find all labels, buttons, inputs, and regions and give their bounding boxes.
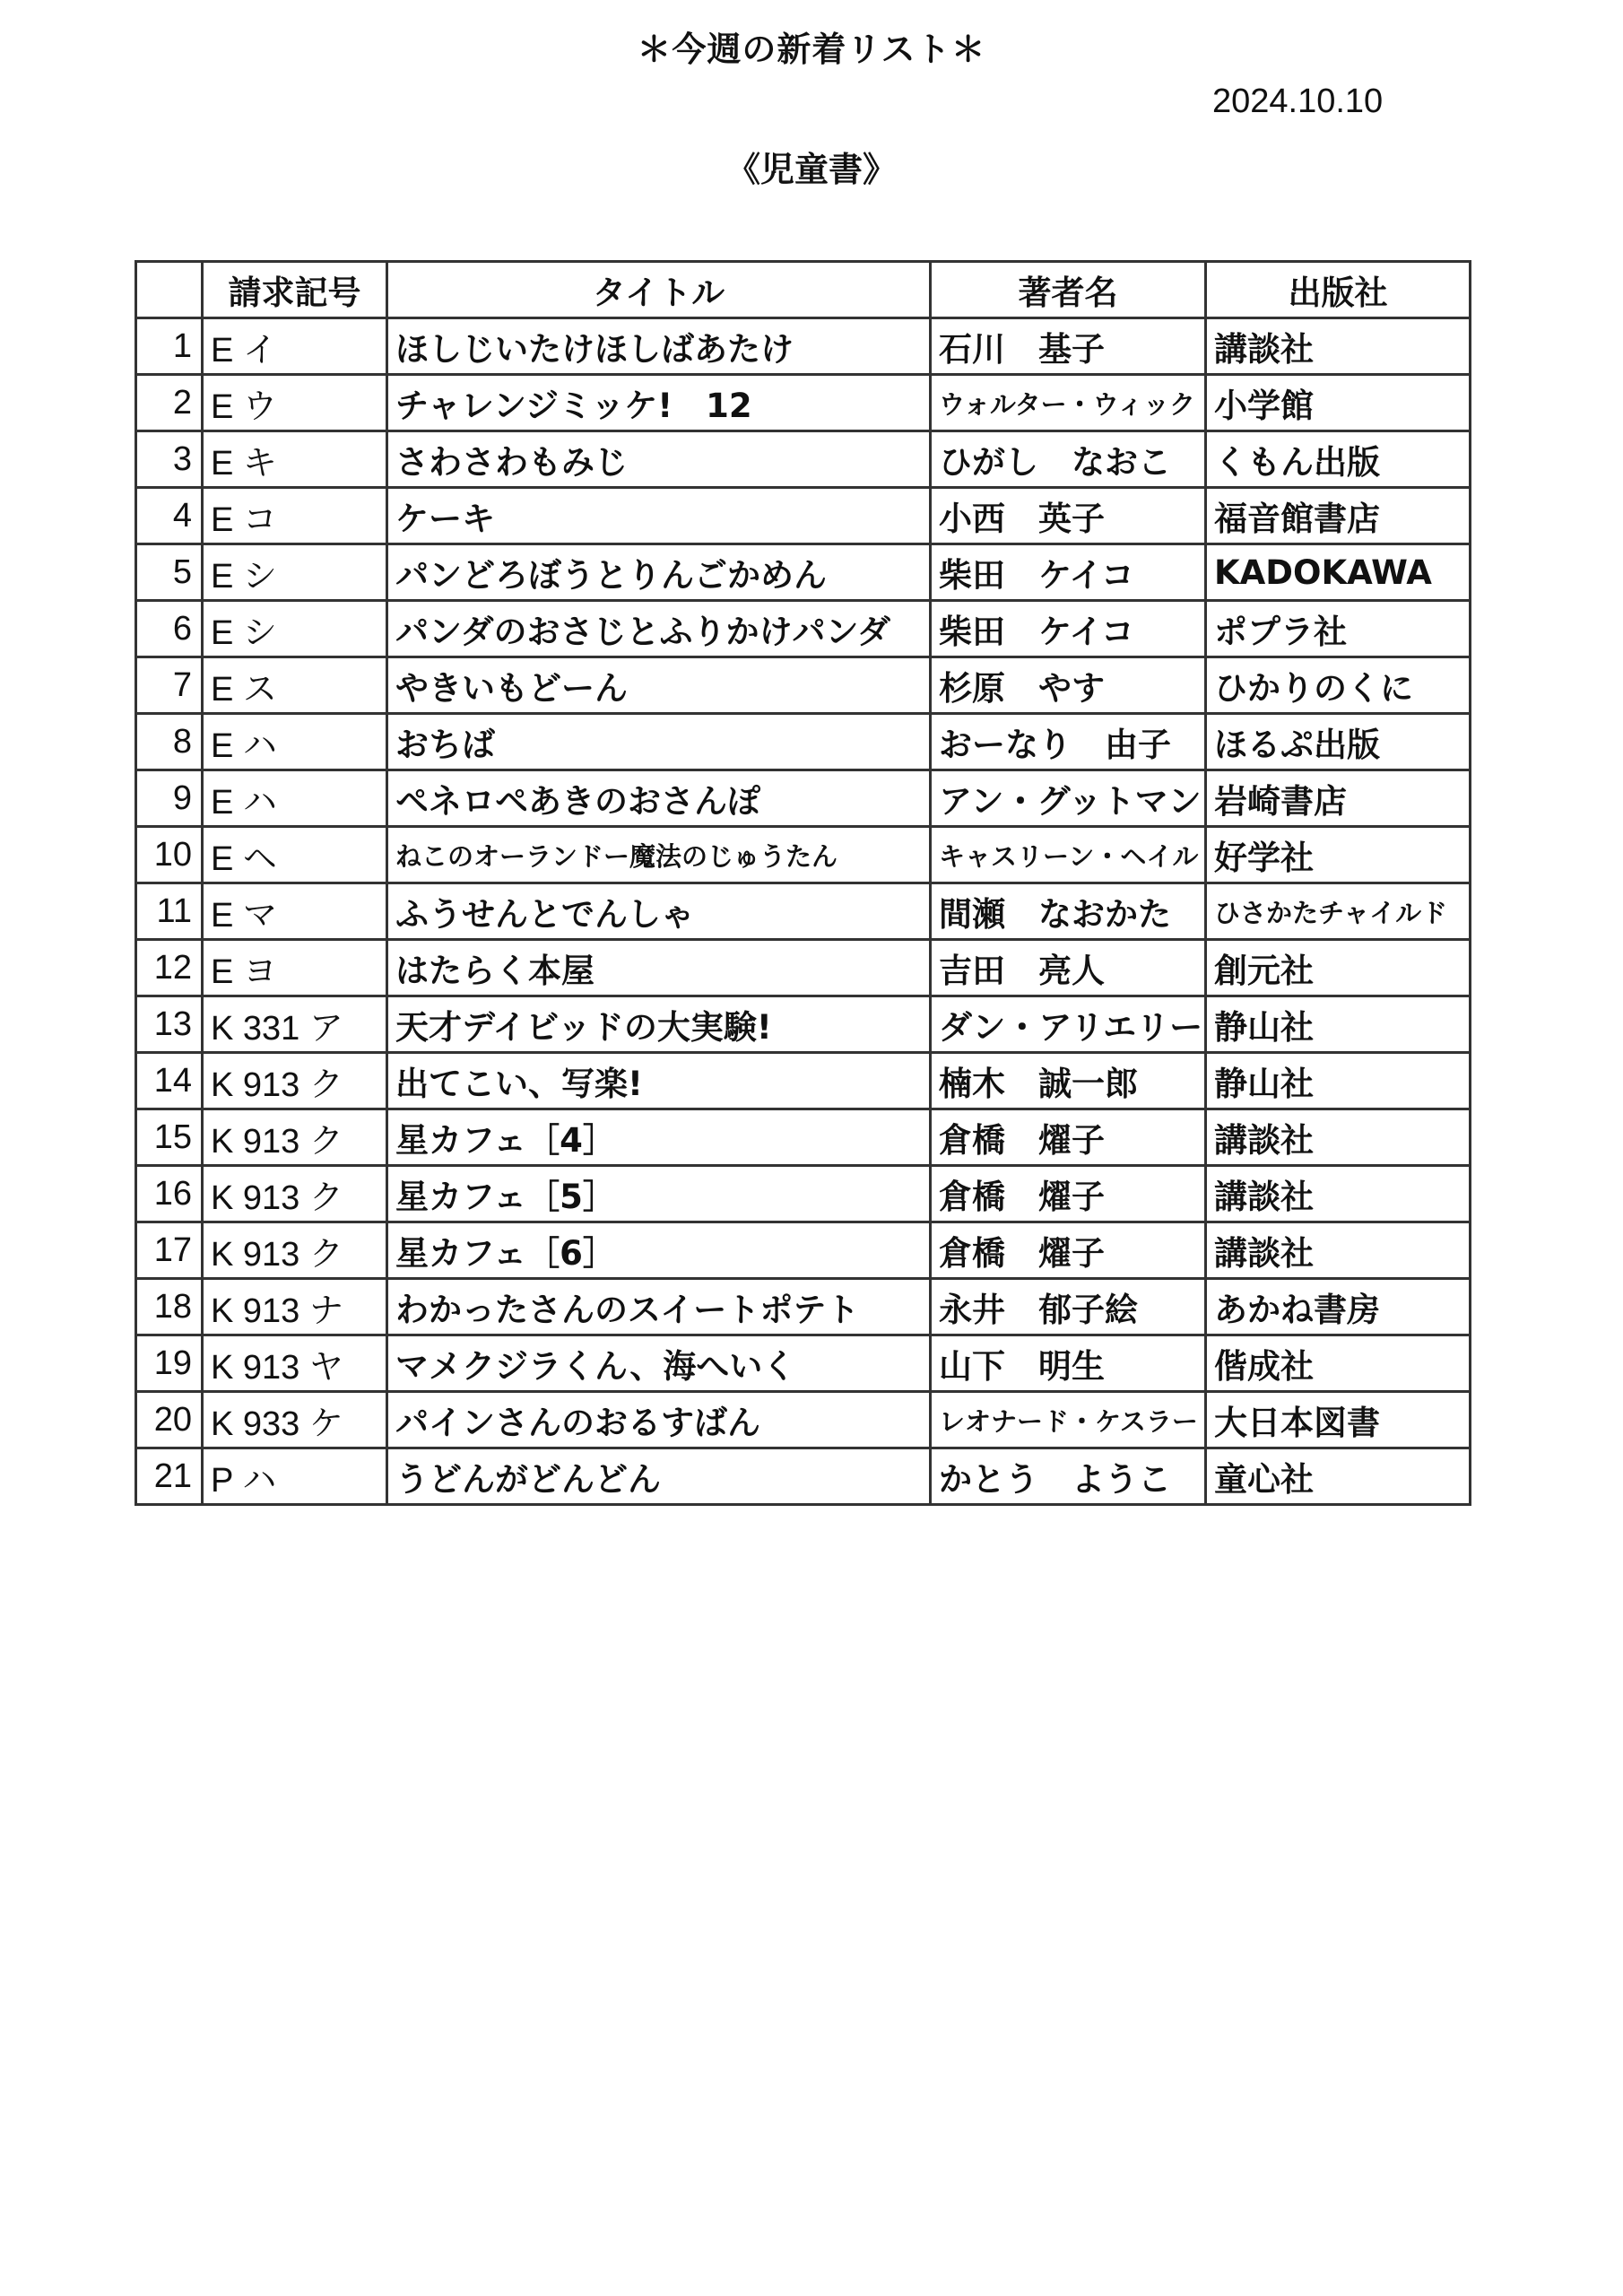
row-number: 12 <box>136 940 203 996</box>
row-call-number: E シ <box>203 544 387 601</box>
row-author: キャスリーン・ヘイル <box>931 827 1206 883</box>
row-title: ペネロペあきのおさんぽ <box>387 770 931 827</box>
row-call-number: K 913 ク <box>203 1166 387 1222</box>
table-row <box>136 827 1471 883</box>
table-row <box>136 1448 1471 1505</box>
row-call-number: E ハ <box>203 770 387 827</box>
row-title: チャレンジミッケ! 12 <box>387 375 931 431</box>
header-publisher: 出版社 <box>1206 262 1471 318</box>
row-number: 21 <box>136 1448 203 1505</box>
row-number: 17 <box>136 1222 203 1279</box>
row-author: 倉橋 燿子 <box>931 1166 1206 1222</box>
row-number: 8 <box>136 714 203 770</box>
table-row <box>136 375 1471 431</box>
table-row <box>136 940 1471 996</box>
row-call-number: K 913 ク <box>203 1222 387 1279</box>
row-publisher: 好学社 <box>1206 827 1471 883</box>
row-call-number: K 331 ア <box>203 996 387 1053</box>
row-author: おーなり 由子 <box>931 714 1206 770</box>
row-title: ねこのオーランドー魔法のじゅうたん <box>387 827 931 883</box>
row-author: 間瀬 なおかた <box>931 883 1206 940</box>
row-publisher: 小学館 <box>1206 375 1471 431</box>
table-row <box>136 996 1471 1053</box>
row-call-number: E シ <box>203 601 387 657</box>
table-row <box>136 883 1471 940</box>
table-row <box>136 488 1471 544</box>
row-title: うどんがどんどん <box>387 1448 931 1505</box>
row-title: さわさわもみじ <box>387 431 931 488</box>
header-call-number: 請求記号 <box>203 262 387 318</box>
row-call-number: E イ <box>203 318 387 375</box>
row-publisher: 福音館書店 <box>1206 488 1471 544</box>
row-author: 小西 英子 <box>931 488 1206 544</box>
table-body <box>136 318 1471 1505</box>
row-author: ひがし なおこ <box>931 431 1206 488</box>
row-author: かとう ようこ <box>931 1448 1206 1505</box>
row-publisher: 大日本図書 <box>1206 1392 1471 1448</box>
row-publisher: ひさかたチャイルド <box>1206 883 1471 940</box>
row-number: 3 <box>136 431 203 488</box>
row-author: 山下 明生 <box>931 1335 1206 1392</box>
row-number: 9 <box>136 770 203 827</box>
row-number: 19 <box>136 1335 203 1392</box>
row-author: アン・グットマン <box>931 770 1206 827</box>
row-call-number: K 913 ク <box>203 1109 387 1166</box>
row-publisher: 創元社 <box>1206 940 1471 996</box>
row-title: マメクジラくん、海へいく <box>387 1335 931 1392</box>
row-author: 倉橋 燿子 <box>931 1222 1206 1279</box>
row-author: 楠木 誠一郎 <box>931 1053 1206 1109</box>
row-publisher: KADOKAWA <box>1206 544 1471 601</box>
row-publisher: ひかりのくに <box>1206 657 1471 714</box>
row-publisher: くもん出版 <box>1206 431 1471 488</box>
table-row <box>136 1222 1471 1279</box>
page-title: ＊今週の新着リスト＊ <box>637 30 986 69</box>
table-row <box>136 1166 1471 1222</box>
row-number: 18 <box>136 1279 203 1335</box>
row-publisher: あかね書房 <box>1206 1279 1471 1335</box>
row-title: 星カフェ［5］ <box>387 1166 931 1222</box>
row-number: 15 <box>136 1109 203 1166</box>
header-author: 著者名 <box>931 262 1206 318</box>
row-publisher: 岩崎書店 <box>1206 770 1471 827</box>
row-number: 1 <box>136 318 203 375</box>
row-author: 吉田 亮人 <box>931 940 1206 996</box>
row-call-number: E キ <box>203 431 387 488</box>
row-title: はたらく本屋 <box>387 940 931 996</box>
table-row <box>136 770 1471 827</box>
row-call-number: K 913 ヤ <box>203 1335 387 1392</box>
row-publisher: 偕成社 <box>1206 1335 1471 1392</box>
header-number <box>136 262 203 318</box>
row-number: 2 <box>136 375 203 431</box>
row-call-number: E ヨ <box>203 940 387 996</box>
row-number: 20 <box>136 1392 203 1448</box>
row-title: おちば <box>387 714 931 770</box>
table-row <box>136 657 1471 714</box>
row-publisher: ポプラ社 <box>1206 601 1471 657</box>
category-heading: 《児童書》 <box>725 150 897 189</box>
table-row <box>136 1053 1471 1109</box>
row-title: パインさんのおるすばん <box>387 1392 931 1448</box>
row-title: やきいもどーん <box>387 657 931 714</box>
row-call-number: E ハ <box>203 714 387 770</box>
row-publisher: 童心社 <box>1206 1448 1471 1505</box>
row-number: 7 <box>136 657 203 714</box>
row-title: ケーキ <box>387 488 931 544</box>
row-title: 星カフェ［4］ <box>387 1109 931 1166</box>
row-call-number: E ス <box>203 657 387 714</box>
table-row <box>136 1392 1471 1448</box>
row-call-number: E マ <box>203 883 387 940</box>
row-publisher: 静山社 <box>1206 1053 1471 1109</box>
row-author: 柴田 ケイコ <box>931 544 1206 601</box>
row-publisher: ほるぷ出版 <box>1206 714 1471 770</box>
table-row <box>136 1279 1471 1335</box>
table-header-row <box>136 262 1471 318</box>
row-author: 永井 郁子絵 <box>931 1279 1206 1335</box>
header-title: タイトル <box>387 262 931 318</box>
table-row <box>136 1109 1471 1166</box>
row-number: 13 <box>136 996 203 1053</box>
row-call-number: K 913 ク <box>203 1053 387 1109</box>
table-row <box>136 431 1471 488</box>
row-author: ウォルター・ウィック <box>931 375 1206 431</box>
row-title: 出てこい、写楽! <box>387 1053 931 1109</box>
row-number: 4 <box>136 488 203 544</box>
table-row <box>136 318 1471 375</box>
row-number: 6 <box>136 601 203 657</box>
row-number: 11 <box>136 883 203 940</box>
row-call-number: E ウ <box>203 375 387 431</box>
row-title: ほしじいたけほしばあたけ <box>387 318 931 375</box>
row-title: 星カフェ［6］ <box>387 1222 931 1279</box>
row-number: 14 <box>136 1053 203 1109</box>
row-author: 柴田 ケイコ <box>931 601 1206 657</box>
row-number: 10 <box>136 827 203 883</box>
row-title: わかったさんのスイートポテト <box>387 1279 931 1335</box>
row-call-number: K 933 ケ <box>203 1392 387 1448</box>
row-call-number: P ハ <box>203 1448 387 1505</box>
table-row <box>136 544 1471 601</box>
row-author: レオナード・ケスラー <box>931 1392 1206 1448</box>
row-title: 天才デイビッドの大実験! <box>387 996 931 1053</box>
row-author: 杉原 やす <box>931 657 1206 714</box>
row-publisher: 講談社 <box>1206 1166 1471 1222</box>
row-call-number: K 913 ナ <box>203 1279 387 1335</box>
new-arrivals-table <box>135 260 1471 1506</box>
row-publisher: 静山社 <box>1206 996 1471 1053</box>
table-row <box>136 714 1471 770</box>
table-row <box>136 1335 1471 1392</box>
row-publisher: 講談社 <box>1206 1222 1471 1279</box>
row-title: パンダのおさじとふりかけパンダ <box>387 601 931 657</box>
list-date: 2024.10.10 <box>1212 83 1384 120</box>
row-author: 倉橋 燿子 <box>931 1109 1206 1166</box>
row-author: 石川 基子 <box>931 318 1206 375</box>
row-title: ふうせんとでんしゃ <box>387 883 931 940</box>
row-title: パンどろぼうとりんごかめん <box>387 544 931 601</box>
table-row <box>136 601 1471 657</box>
row-call-number: E コ <box>203 488 387 544</box>
row-number: 5 <box>136 544 203 601</box>
row-publisher: 講談社 <box>1206 318 1471 375</box>
row-publisher: 講談社 <box>1206 1109 1471 1166</box>
row-number: 16 <box>136 1166 203 1222</box>
row-call-number: E ヘ <box>203 827 387 883</box>
row-author: ダン・アリエリー <box>931 996 1206 1053</box>
